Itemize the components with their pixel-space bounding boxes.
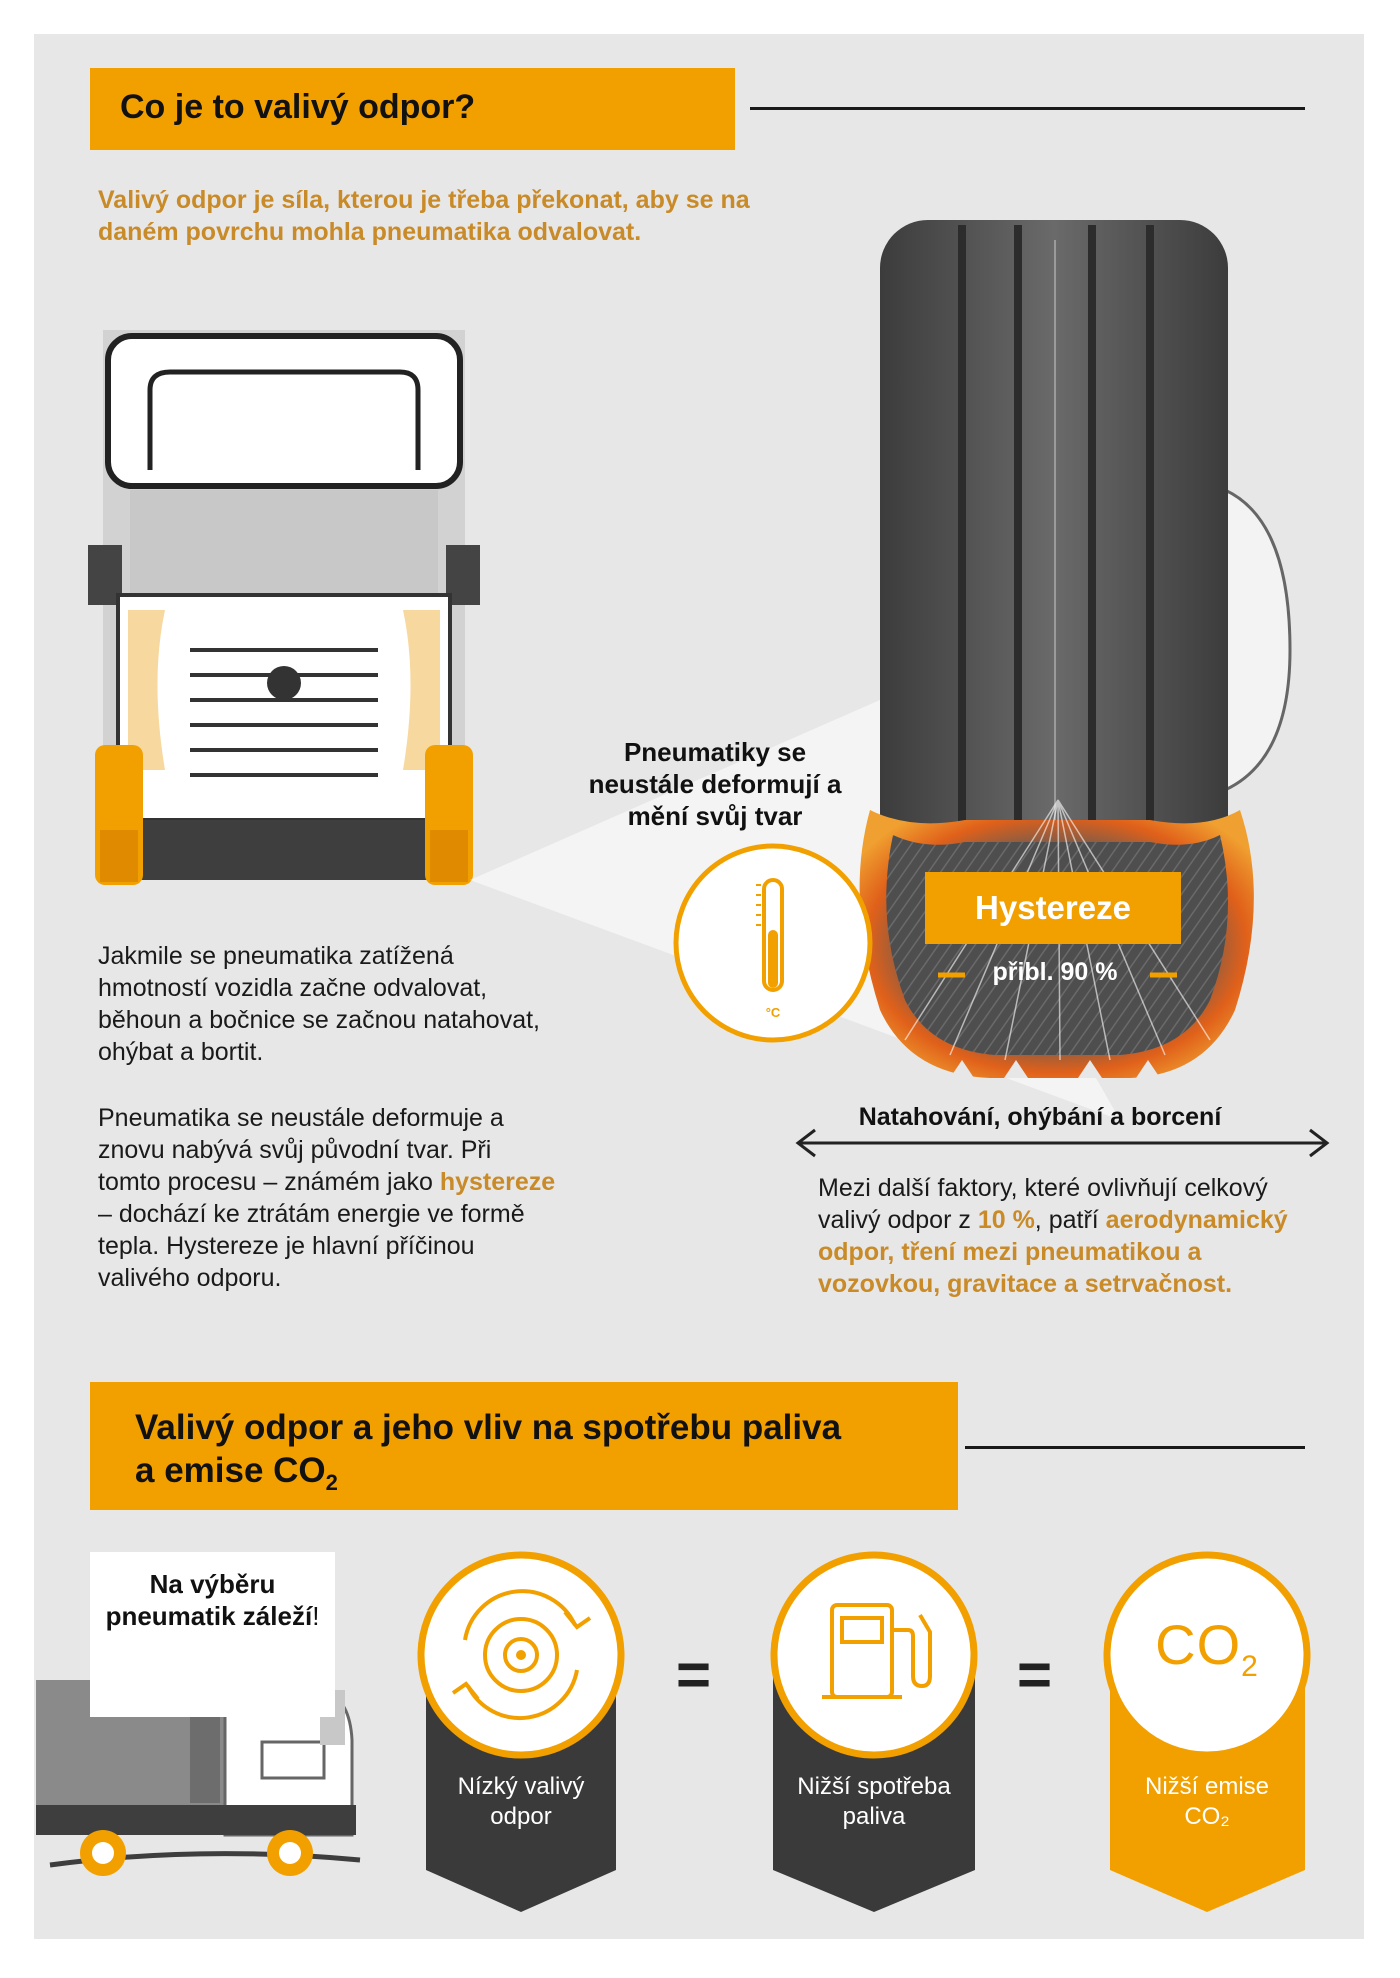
other-factors-percent: 10 % (977, 1206, 1035, 1234)
definition-lead: Valivý odpor je síla, kterou je třeba překonat, aby se na daném povrchu mohla pneumatika odvalovat. (98, 186, 750, 246)
tire-choice-punct: ! (312, 1601, 320, 1631)
section-title-fuel-emissions (90, 1382, 958, 1510)
other-factors-text (818, 1172, 1318, 1300)
paragraph-deformation: Jakmile se pneumatika zatížená hmotností vozidla začne odvalovat, běhoun a bočnice se začnou natahovat, ohýbat a bortit. (98, 942, 541, 1066)
tire-deformation-callout: Pneumatiky se neustále deformují a mění svůj tvar (588, 737, 842, 831)
tire-cutaway-illustration (860, 220, 1290, 1078)
title-rule (750, 107, 1305, 110)
badge-co2-emissions-label: Nižší emise CO₂ (1144, 1773, 1270, 1830)
section2-title-line1: Valivý odpor a jeho vliv na spotřebu paliva (135, 1408, 842, 1447)
co2-icon: $CO_2$ (1155, 1613, 1259, 1684)
hysteresis-share: přibl. 90 % (992, 958, 1118, 986)
paragraph-hysteresis-part2: – dochází ke ztrátám energie ve formě tepla. Hystereze je hlavní příčinou valivého odporu. (98, 1200, 525, 1292)
thermometer-unit: °C (765, 1005, 781, 1020)
section2-title-line2: a emise $CO_2$ (135, 1451, 338, 1495)
stretch-label: Natahování, ohýbání a borcení (858, 1103, 1222, 1131)
tire-choice-bold: Na výběru pneumatik záleží (105, 1569, 313, 1631)
paragraph-hysteresis (98, 1102, 558, 1294)
badge-rolling-resistance-label: Nízký valivý odpor (457, 1773, 585, 1830)
hysteresis-label: Hystereze (925, 872, 1181, 944)
equals-sign-1: = (676, 1641, 712, 1708)
hysteresis-highlight: hystereze (439, 1168, 556, 1196)
badge-co2-emissions (1107, 1555, 1307, 1912)
tire-choice-note (90, 1552, 335, 1717)
other-factors-part1: Mezi další faktory, které ovlivňují celkový valivý odpor z (818, 1174, 1268, 1234)
equals-sign-2: = (1017, 1641, 1053, 1708)
stretch-double-arrow (798, 1130, 1327, 1156)
paragraph-hysteresis-part1: Pneumatika se neustále deformuje a znovu nabývá svůj původní tvar. Při tomto procesu – známém jako (98, 1104, 504, 1196)
badge-fuel-consumption (773, 1555, 975, 1912)
badge-fuel-consumption-label: Nižší spotřeba paliva (797, 1773, 951, 1830)
title-rule-2 (965, 1446, 1305, 1449)
other-factors-list: aerodynamický odpor, tření mezi pneumatikou a vozovkou, gravitace a setrvačnost. (818, 1206, 1288, 1298)
section-title-rolling-resistance: Co je to valivý odpor? (90, 68, 735, 150)
truck-front-illustration (88, 330, 480, 885)
badge-rolling-resistance (421, 1555, 621, 1912)
other-factors-part2: , patří (1034, 1206, 1099, 1234)
